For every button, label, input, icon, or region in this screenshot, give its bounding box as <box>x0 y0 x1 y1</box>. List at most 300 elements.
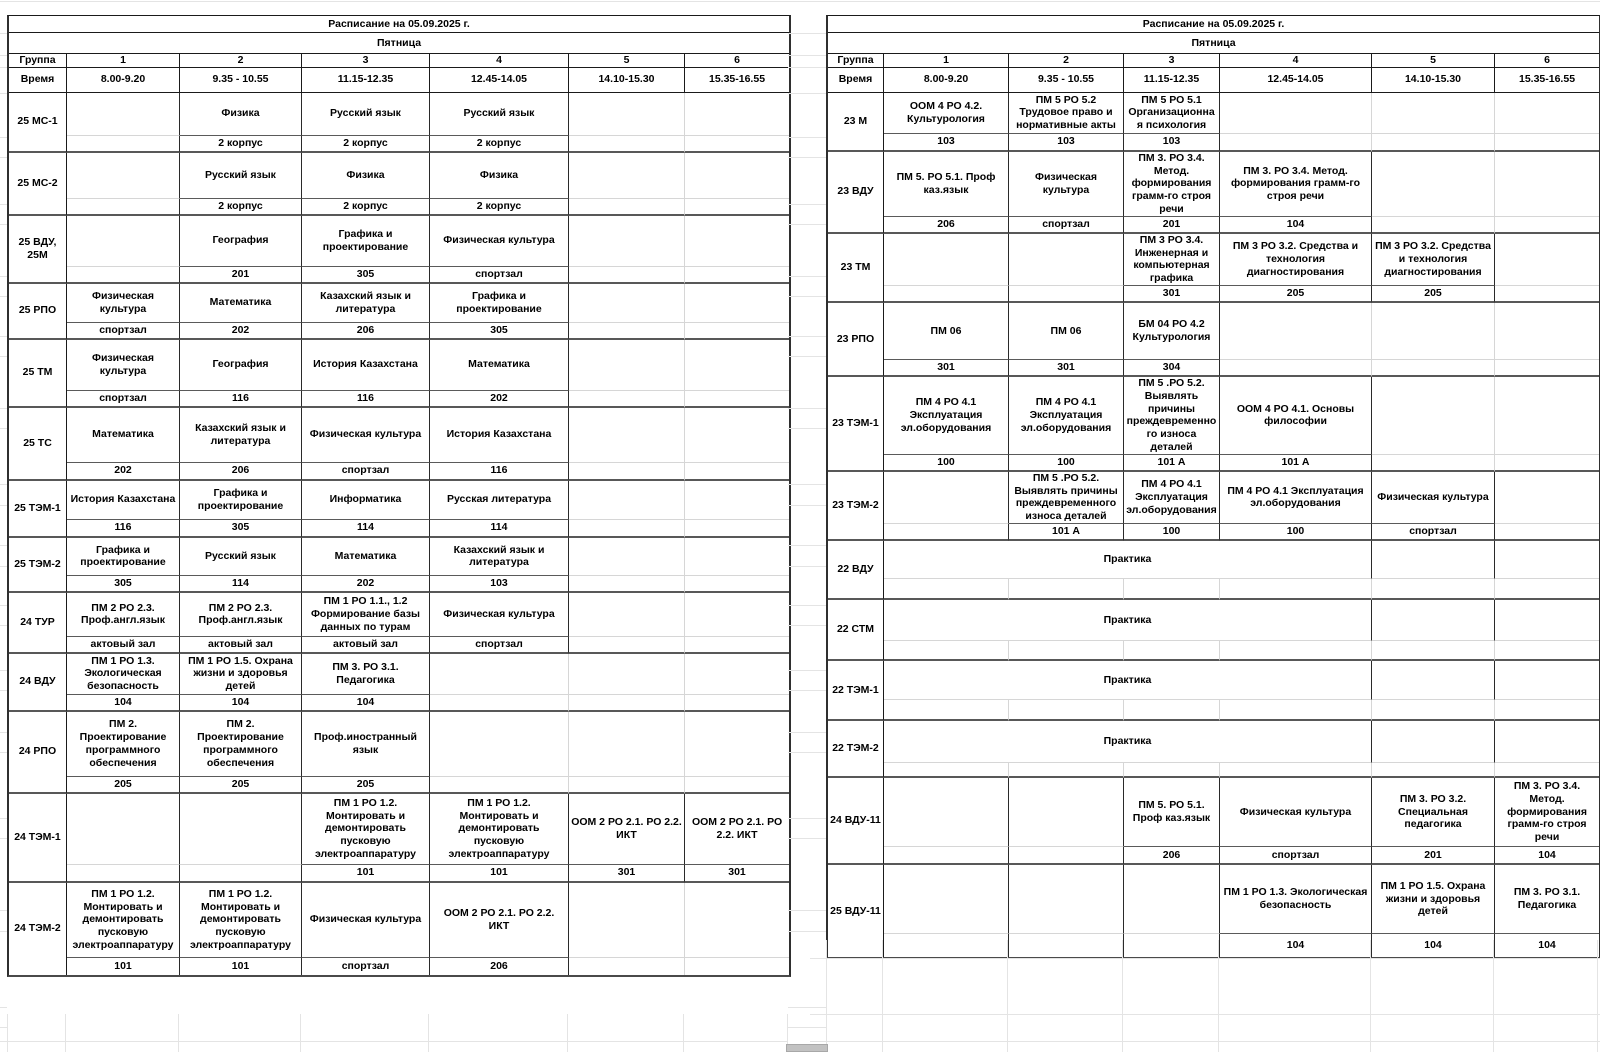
gridline <box>0 93 7 94</box>
period-number: 4 <box>430 54 569 68</box>
period-number: 3 <box>1124 54 1220 68</box>
room-cell: 104 <box>1372 934 1495 957</box>
gridline <box>0 296 7 297</box>
lesson-cell <box>569 284 685 323</box>
room-cell <box>1220 763 1372 778</box>
lesson-cell: Физика <box>430 153 569 199</box>
period-number: 6 <box>1495 54 1599 68</box>
schedule-table-right <box>826 15 1600 959</box>
gridline <box>810 1014 1600 1015</box>
lesson-cell: ПМ 06 <box>1009 303 1124 360</box>
lesson-cell <box>884 234 1009 286</box>
lesson-cell <box>569 93 685 136</box>
gridline <box>788 204 826 205</box>
group-label: 24 ТУР <box>9 593 67 654</box>
room-cell <box>685 267 789 284</box>
room-cell: спортзал <box>430 267 569 284</box>
room-cell: 2 корпус <box>302 199 430 216</box>
room-cell <box>1495 455 1599 472</box>
lesson-cell: Физика <box>180 93 302 136</box>
group-label: 24 ТЭМ-1 <box>9 794 67 883</box>
group-label: 22 ВДУ <box>828 541 884 600</box>
gridline <box>788 752 826 753</box>
gridline <box>788 33 826 34</box>
room-cell <box>884 700 1009 721</box>
lesson-cell: Информатика <box>302 481 430 520</box>
gridline <box>0 670 7 671</box>
lesson-cell <box>884 472 1009 524</box>
gridline <box>0 276 7 277</box>
lesson-cell <box>569 216 685 267</box>
lesson-cell <box>1372 661 1495 700</box>
group-label: 23 ВДУ <box>828 152 884 234</box>
room-cell: 202 <box>302 576 430 593</box>
room-cell: 116 <box>430 463 569 481</box>
lesson-cell: ПМ 3. РО 3.4. Метод. формирования грамм-го строя речи <box>1124 152 1220 217</box>
room-cell <box>1009 847 1124 865</box>
room-cell <box>685 637 789 654</box>
time-slot: 11.15-12.35 <box>302 68 430 93</box>
lesson-cell: ПМ 1 РО 1.5. Охрана жизни и здоровья детей <box>180 654 302 695</box>
room-cell <box>1009 700 1124 721</box>
lesson-cell: Физическая культура <box>302 883 430 958</box>
lesson-cell <box>569 593 685 637</box>
room-cell: 116 <box>67 520 180 538</box>
schedule-table-left <box>7 15 791 977</box>
room-cell <box>1009 286 1124 303</box>
gridline <box>0 157 7 158</box>
time-slot: 9.35 - 10.55 <box>180 68 302 93</box>
gridline <box>0 605 7 606</box>
schedule-title: Расписание на 05.09.2025 г. <box>9 16 789 33</box>
room-cell <box>1372 217 1495 234</box>
lesson-cell: ООМ 2 РО 2.1. РО 2.2. ИКТ <box>430 883 569 958</box>
room-cell: 100 <box>1220 524 1372 541</box>
gridline <box>567 1014 568 1052</box>
room-cell <box>569 199 685 216</box>
room-cell: 101 <box>430 865 569 883</box>
room-cell <box>1220 360 1372 377</box>
room-cell <box>1124 763 1220 778</box>
lesson-cell <box>1495 721 1599 763</box>
room-cell: 104 <box>67 695 180 712</box>
gridline <box>788 605 826 606</box>
group-label: 24 ТЭМ-2 <box>9 883 67 975</box>
gridline <box>0 408 7 409</box>
period-number: 5 <box>569 54 685 68</box>
lesson-cell: География <box>180 340 302 391</box>
room-cell: 304 <box>1124 360 1220 377</box>
lesson-cell: Казахский язык и литература <box>302 284 430 323</box>
group-label: 23 М <box>828 93 884 152</box>
gridline <box>788 838 826 839</box>
group-label: 24 ВДУ-11 <box>828 778 884 865</box>
time-slot: 8.00-9.20 <box>67 68 180 93</box>
gridline <box>0 931 7 932</box>
gridline <box>0 505 7 506</box>
lesson-cell <box>569 538 685 576</box>
room-cell: 201 <box>180 267 302 284</box>
room-cell <box>1220 579 1372 600</box>
room-cell: 201 <box>1124 217 1220 234</box>
lesson-cell <box>67 794 180 865</box>
lesson-cell <box>1009 778 1124 847</box>
lesson-cell: Проф.иностранный язык <box>302 712 430 777</box>
period-number: 2 <box>1009 54 1124 68</box>
room-cell <box>1220 641 1372 661</box>
lesson-cell: Физика <box>302 153 430 199</box>
period-number: 4 <box>1220 54 1372 68</box>
room-cell: 104 <box>1220 934 1372 957</box>
lesson-cell: ПМ 5 РО 5.1 Организационная психология <box>1124 93 1220 134</box>
room-cell <box>884 286 1009 303</box>
time-slot: 12.45-14.05 <box>1220 68 1372 93</box>
group-label: 25 ТС <box>9 408 67 481</box>
lesson-cell: Графика и проектирование <box>67 538 180 576</box>
gridline <box>0 690 7 691</box>
lesson-cell <box>685 216 789 267</box>
gridline <box>65 1014 66 1052</box>
gridline <box>788 931 826 932</box>
lesson-cell: Физическая культура <box>67 340 180 391</box>
room-cell: спортзал <box>67 391 180 408</box>
gridline <box>788 356 826 357</box>
lesson-cell <box>685 538 789 576</box>
group-col-header: Группа <box>828 54 884 68</box>
lesson-cell: ПМ 1 РО 1.3. Экологическая безопасность <box>1220 865 1372 934</box>
room-cell <box>180 865 302 883</box>
room-cell <box>1372 700 1495 721</box>
group-label: 23 ТЭМ-1 <box>828 377 884 472</box>
room-cell: 201 <box>1372 847 1495 865</box>
gridline <box>788 296 826 297</box>
room-cell <box>1124 641 1220 661</box>
room-cell: спортзал <box>302 958 430 975</box>
room-cell <box>1372 134 1495 152</box>
room-cell <box>569 323 685 340</box>
room-cell <box>1009 641 1124 661</box>
gridline <box>788 1007 826 1008</box>
lesson-cell: ПМ 3. РО 3.4. Метод. формирования грамм-го строя речи <box>1495 778 1599 847</box>
period-number: 2 <box>180 54 302 68</box>
lesson-cell <box>569 654 685 695</box>
room-cell <box>685 958 789 975</box>
lesson-cell: ПМ 5. РО 5.1. Проф каз.язык <box>1124 778 1220 847</box>
group-label: 25 ТМ <box>9 340 67 408</box>
gridline <box>1218 940 1219 1052</box>
lesson-cell <box>1495 377 1599 455</box>
room-cell <box>67 199 180 216</box>
room-cell <box>1009 763 1124 778</box>
lesson-cell <box>1372 93 1495 134</box>
room-cell <box>430 777 569 794</box>
lesson-cell <box>1495 234 1599 286</box>
gridline <box>788 224 826 225</box>
room-cell <box>1372 641 1495 661</box>
period-number: 1 <box>67 54 180 68</box>
room-cell: 206 <box>884 217 1009 234</box>
lesson-cell: ПМ 3 РО 3.2. Средства и технология диагностирования <box>1220 234 1372 286</box>
lesson-cell: Казахский язык и литература <box>430 538 569 576</box>
time-col-header: Время <box>828 68 884 93</box>
room-cell: 104 <box>1220 217 1372 234</box>
lesson-cell: Русский язык <box>180 538 302 576</box>
room-cell <box>1372 360 1495 377</box>
gridline <box>0 838 7 839</box>
room-cell <box>1495 134 1599 152</box>
lesson-cell <box>1495 152 1599 217</box>
lesson-cell <box>1495 303 1599 360</box>
group-label: 24 РПО <box>9 712 67 794</box>
gridline <box>7 1014 8 1052</box>
day-header: Пятница <box>828 33 1599 54</box>
room-cell <box>685 463 789 481</box>
gridline <box>788 910 826 911</box>
gridline <box>0 428 7 429</box>
gridline <box>788 625 826 626</box>
room-cell: 305 <box>67 576 180 593</box>
lesson-cell <box>1372 600 1495 641</box>
gridline <box>0 566 7 567</box>
room-cell: 114 <box>302 520 430 538</box>
gridline <box>788 408 826 409</box>
lesson-cell <box>685 93 789 136</box>
period-number: 1 <box>884 54 1009 68</box>
room-cell <box>1495 524 1599 541</box>
group-label: 23 ТЭМ-2 <box>828 472 884 541</box>
room-cell: 103 <box>1009 134 1124 152</box>
room-cell <box>1372 455 1495 472</box>
room-cell <box>569 267 685 284</box>
gridline <box>0 204 7 205</box>
room-cell: спортзал <box>67 323 180 340</box>
period-number: 6 <box>685 54 789 68</box>
room-cell: спортзал <box>1009 217 1124 234</box>
room-cell: 100 <box>1124 524 1220 541</box>
group-label: 25 МС-2 <box>9 153 67 216</box>
time-slot: 14.10-15.30 <box>1372 68 1495 93</box>
room-cell <box>569 520 685 538</box>
lesson-cell <box>1372 377 1495 455</box>
lesson-cell: ПМ 4 РО 4.1 Эксплуатация эл.оборудования <box>1124 472 1220 524</box>
lesson-cell <box>569 712 685 777</box>
lesson-cell: ПМ 5. РО 5.1. Проф каз.язык <box>884 152 1009 217</box>
lesson-cell: ПМ 3 РО 3.4. Инженерная и компьютерная графика <box>1124 234 1220 286</box>
gridline <box>788 55 826 56</box>
gridline <box>1597 940 1598 1052</box>
lesson-cell: ПМ 1 РО 1.1., 1.2 Формирование базы данных по турам <box>302 593 430 637</box>
room-cell: актовый зал <box>67 637 180 654</box>
lesson-cell: ПМ 1 РО 1.2. Монтировать и демонтировать пусковую электроаппаратуру <box>67 883 180 958</box>
lesson-cell <box>685 153 789 199</box>
lesson-cell <box>1009 865 1124 934</box>
group-label: 25 МС-1 <box>9 93 67 153</box>
group-label: 25 РПО <box>9 284 67 340</box>
room-cell: 206 <box>430 958 569 975</box>
gridline <box>0 224 7 225</box>
gridline <box>1493 940 1494 1052</box>
lesson-cell <box>430 654 569 695</box>
lesson-cell <box>569 153 685 199</box>
room-cell <box>685 136 789 153</box>
lesson-cell: ПМ 3. РО 3.1. Педагогика <box>302 654 430 695</box>
gridline <box>0 67 7 68</box>
room-cell: спортзал <box>1372 524 1495 541</box>
lesson-cell <box>685 654 789 695</box>
lesson-cell <box>884 778 1009 847</box>
room-cell: 103 <box>430 576 569 593</box>
room-cell: 305 <box>302 267 430 284</box>
lesson-cell: ПМ 1 РО 1.2. Монтировать и демонтировать пусковую электроаппаратуру <box>302 794 430 865</box>
lesson-cell <box>685 284 789 323</box>
gridline <box>0 732 7 733</box>
room-cell <box>1220 700 1372 721</box>
lesson-cell <box>685 883 789 958</box>
gridline <box>0 752 7 753</box>
room-cell: 104 <box>1538 939 1556 952</box>
gridline <box>683 1014 684 1052</box>
room-cell <box>884 763 1009 778</box>
gridline <box>788 276 826 277</box>
room-cell: 301 <box>569 865 685 883</box>
lesson-cell <box>1495 541 1599 579</box>
lesson-cell: ПМ 1 РО 1.2. Монтировать и демонтировать пусковую электроаппаратуру <box>180 883 302 958</box>
room-cell <box>569 637 685 654</box>
room-cell: 101 <box>302 865 430 883</box>
room-cell <box>569 576 685 593</box>
lesson-cell: История Казахстана <box>67 481 180 520</box>
gridline <box>0 55 7 56</box>
room-cell <box>1124 700 1220 721</box>
room-cell: 205 <box>180 777 302 794</box>
room-cell <box>1495 286 1599 303</box>
lesson-cell: ПМ 5 .РО 5.2. Выявлять причины преждевременного износа деталей <box>1124 377 1220 455</box>
lesson-cell: ПМ 1 РО 1.5. Охрана жизни и здоровья детей <box>1372 865 1495 934</box>
room-cell <box>569 463 685 481</box>
room-cell <box>1495 360 1599 377</box>
lesson-cell <box>1372 721 1495 763</box>
lesson-cell: Физическая культура <box>1372 472 1495 524</box>
schedule-title: Расписание на 05.09.2025 г. <box>828 16 1599 33</box>
time-slot: 14.10-15.30 <box>569 68 685 93</box>
room-cell <box>884 579 1009 600</box>
room-cell <box>430 695 569 712</box>
lesson-cell <box>569 408 685 463</box>
room-cell <box>1124 934 1220 957</box>
lesson-cell <box>1495 661 1599 700</box>
group-label: 25 ТЭМ-1 <box>9 481 67 538</box>
room-cell: 101 А <box>1220 455 1372 472</box>
lesson-cell: ПМ 3 РО 3.2. Средства и технология диагностирования <box>1372 234 1495 286</box>
group-label: 24 ВДУ <box>9 654 67 712</box>
gridline <box>0 1007 7 1008</box>
room-cell: 205 <box>1372 286 1495 303</box>
gridline <box>788 690 826 691</box>
gridline <box>1007 940 1008 1052</box>
room-cell <box>1495 763 1599 778</box>
gridline <box>788 818 826 819</box>
lesson-cell: Физическая культура <box>302 408 430 463</box>
room-cell: 301 <box>884 360 1009 377</box>
gridline <box>826 940 827 1052</box>
time-slot: 15.35-16.55 <box>685 68 789 93</box>
period-number: 5 <box>1372 54 1495 68</box>
gridline <box>0 1 1600 2</box>
gridline <box>0 33 7 34</box>
lesson-cell: Практика <box>884 661 1372 700</box>
lesson-cell: ПМ 3. РО 3.1. Педагогика <box>1495 865 1599 934</box>
room-cell <box>685 695 789 712</box>
room-cell: спортзал <box>1220 847 1372 865</box>
room-cell <box>1495 700 1599 721</box>
lesson-cell <box>1495 93 1599 134</box>
lesson-cell: ПМ 1 РО 1.3. Экологическая безопасность <box>67 654 180 695</box>
lesson-cell: ПМ 06 <box>884 303 1009 360</box>
lesson-cell: ПМ 5 .РО 5.2. Выявлять причины преждевременного износа деталей <box>1009 472 1124 524</box>
room-cell: 305 <box>430 323 569 340</box>
lesson-cell <box>685 481 789 520</box>
room-cell: 202 <box>430 391 569 408</box>
scrollbar-thumb-horizontal[interactable] <box>786 1044 828 1052</box>
room-cell <box>569 777 685 794</box>
room-cell: 104 <box>1495 847 1599 865</box>
room-cell: 301 <box>1009 360 1124 377</box>
room-cell: 202 <box>180 323 302 340</box>
room-cell: 103 <box>884 134 1009 152</box>
lesson-cell: Физическая культура <box>1009 152 1124 217</box>
room-cell: 103 <box>1124 134 1220 152</box>
room-cell <box>884 641 1009 661</box>
room-cell: 206 <box>302 323 430 340</box>
gridline <box>300 1014 301 1052</box>
gridline <box>788 545 826 546</box>
lesson-cell <box>1495 472 1599 524</box>
lesson-cell: ООМ 2 РО 2.1. РО 2.2. ИКТ <box>569 794 685 865</box>
lesson-cell <box>1372 303 1495 360</box>
lesson-cell: ПМ 5 РО 5.2 Трудовое право и нормативные акты <box>1009 93 1124 134</box>
room-cell: 104 <box>302 695 430 712</box>
lesson-cell: Графика и проектирование <box>180 481 302 520</box>
room-cell: 101 А <box>1009 524 1124 541</box>
time-slot: 12.45-14.05 <box>430 68 569 93</box>
room-cell <box>685 576 789 593</box>
group-col-header: Группа <box>9 54 67 68</box>
room-cell: 101 <box>67 958 180 975</box>
lesson-cell: Практика <box>884 541 1372 579</box>
lesson-cell <box>1372 541 1495 579</box>
lesson-cell: ПМ 4 РО 4.1 Эксплуатация эл.оборудования <box>1220 472 1372 524</box>
group-label: 25 ВДУ-11 <box>828 865 884 957</box>
room-cell: 301 <box>1124 286 1220 303</box>
gridline <box>1370 940 1371 1052</box>
room-cell: 2 корпус <box>430 136 569 153</box>
lesson-cell: ООМ 4 РО 4.2. Культурология <box>884 93 1009 134</box>
room-cell <box>67 136 180 153</box>
lesson-cell: ПМ 2. Проектирование программного обеспечения <box>67 712 180 777</box>
room-cell: 114 <box>180 576 302 593</box>
lesson-cell: Графика и проектирование <box>302 216 430 267</box>
room-cell: 2 корпус <box>302 136 430 153</box>
room-cell <box>1495 217 1599 234</box>
gridline <box>788 566 826 567</box>
gridline <box>788 670 826 671</box>
room-cell: 101 <box>180 958 302 975</box>
room-cell: 100 <box>884 455 1009 472</box>
room-cell: спортзал <box>430 637 569 654</box>
lesson-cell <box>685 340 789 391</box>
room-cell <box>685 520 789 538</box>
lesson-cell: Практика <box>884 600 1372 641</box>
